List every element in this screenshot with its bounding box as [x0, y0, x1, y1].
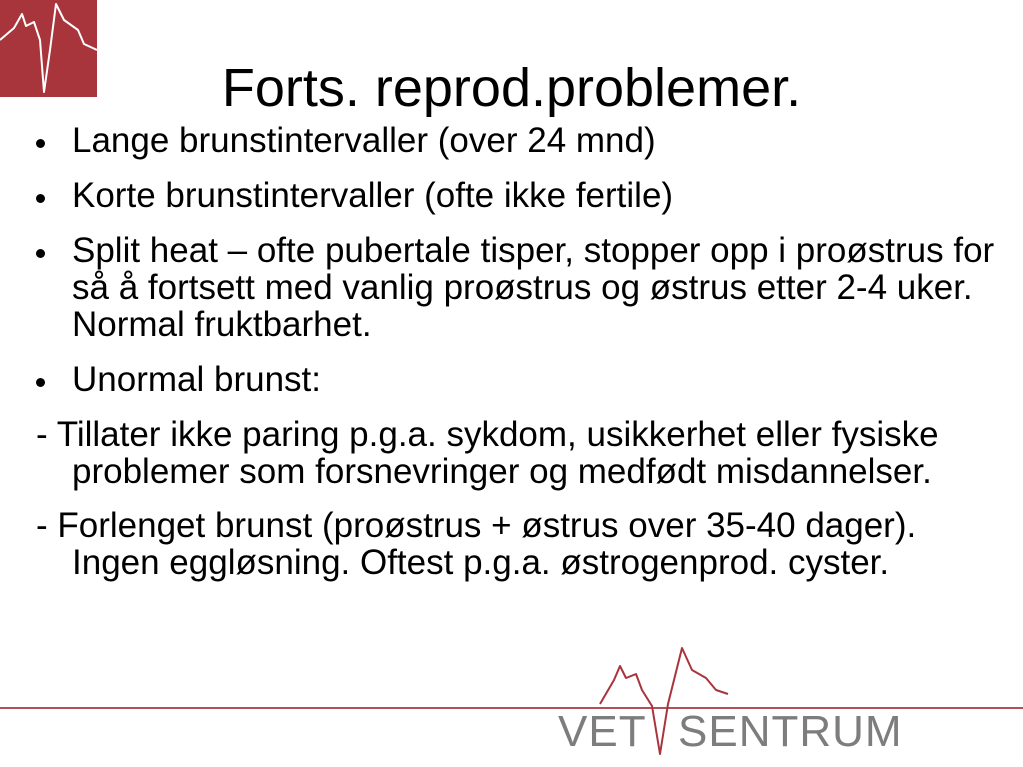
bullet-icon	[36, 139, 45, 148]
bullet-icon	[36, 249, 45, 258]
bullet-item	[36, 232, 996, 343]
bullet-text: Split heat – ofte pubertale tisper, stopper opp i proøstrus for så å fortsett med vanlig proøstrus og østrus etter 2-4 uker. Normal fruktbarhet.	[72, 231, 995, 344]
dash-item: - Tillater ikke paring p.g.a. sykdom, usikkerhet eller fysiske problemer som forsnevringer og medfødt misdannelser.	[36, 415, 939, 491]
slide-title: Forts. reprod.problemer.	[221, 58, 802, 118]
bullet-item	[36, 122, 996, 159]
bullet-text: Korte brunstintervaller (ofte ikke fertile)	[72, 176, 674, 215]
logo-text-sentrum: SENTRUM	[678, 707, 903, 756]
bullet-icon	[36, 194, 45, 203]
slide-body	[36, 122, 996, 598]
dash-item: - Forlenget brunst (proøstrus + østrus over 35-40 dager). Ingen eggløsning. Oftest p.g.a. østrogenprod. cyster.	[36, 506, 917, 582]
bullet-text: Unormal brunst:	[72, 360, 321, 399]
logo-text-vet: VET	[558, 707, 647, 756]
bullet-item	[36, 361, 996, 398]
bullet-icon	[36, 378, 45, 387]
bullet-text: Lange brunstintervaller (over 24 mnd)	[72, 121, 656, 160]
footer-logo	[556, 644, 903, 764]
bullet-item	[36, 177, 996, 214]
